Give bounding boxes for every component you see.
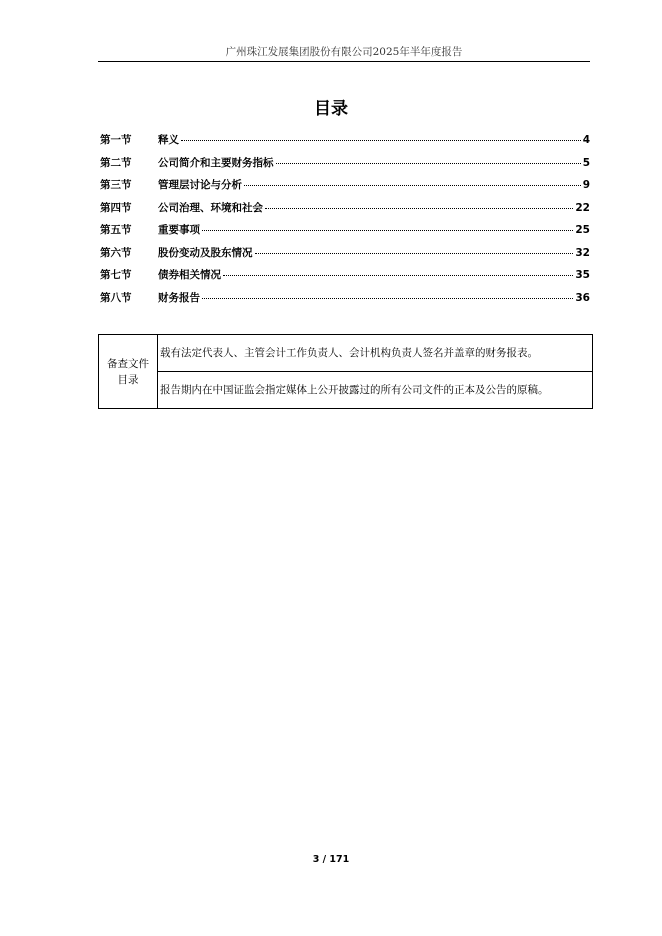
toc-section-name: 公司治理、环境和社会 (158, 201, 263, 214)
toc-entry[interactable] (100, 222, 590, 245)
toc-section-number: 第八节 (100, 291, 132, 304)
toc-leader-dots (276, 162, 581, 164)
toc-leader-dots (255, 252, 574, 254)
toc-page-number: 36 (575, 291, 590, 304)
toc-section-number: 第四节 (100, 201, 132, 214)
toc-section-name: 重要事项 (158, 224, 200, 236)
toc-section-number: 第六节 (100, 246, 132, 259)
toc-section-name: 公司简介和主要财务指标 (158, 156, 274, 169)
toc-entry[interactable] (100, 200, 590, 223)
toc-section-number: 第二节 (100, 156, 132, 169)
toc-entry[interactable] (100, 245, 590, 268)
toc-page-number: 25 (575, 224, 590, 236)
reference-documents-label-line2: 目录 (117, 373, 139, 386)
toc-leader-dots (202, 297, 573, 299)
toc-entry[interactable] (100, 155, 590, 178)
toc-page-number: 22 (575, 201, 590, 214)
toc-section-name: 释义 (158, 134, 179, 146)
toc-section-name: 股份变动及股东情况 (158, 246, 253, 259)
page-number: 3 / 171 (312, 854, 350, 865)
toc-section-number: 第七节 (100, 269, 132, 281)
toc-title: 目录 (314, 99, 348, 119)
reference-documents-label-line1: 备查文件 (107, 357, 149, 370)
table-of-contents (100, 132, 590, 312)
toc-leader-dots (181, 139, 581, 141)
reference-documents-label (99, 335, 158, 409)
page-header: 广州珠江发展集团股份有限公司2025年半年度报告 (98, 46, 590, 62)
toc-page-number: 32 (575, 246, 590, 259)
toc-section-number: 第五节 (100, 224, 132, 236)
reference-document-item: 报告期内在中国证监会指定媒体上公开披露过的所有公司文件的正本及公告的原稿。 (158, 372, 593, 409)
reference-document-item: 载有法定代表人、主管会计工作负责人、会计机构负责人签名并盖章的财务报表。 (158, 335, 593, 372)
toc-page-number: 9 (582, 179, 590, 191)
toc-entry[interactable] (100, 290, 590, 313)
toc-leader-dots (202, 229, 573, 231)
toc-entry[interactable] (100, 267, 590, 290)
toc-entry[interactable] (100, 177, 590, 200)
toc-section-number: 第一节 (100, 134, 132, 146)
toc-leader-dots (223, 274, 573, 276)
toc-entry[interactable] (100, 132, 590, 155)
toc-page-number: 35 (575, 269, 590, 281)
toc-page-number: 5 (582, 156, 590, 169)
toc-section-number: 第三节 (100, 179, 132, 191)
reference-documents-table (98, 334, 593, 409)
toc-leader-dots (265, 207, 573, 209)
toc-section-name: 财务报告 (158, 291, 200, 304)
toc-leader-dots (244, 184, 581, 186)
toc-section-name: 管理层讨论与分析 (158, 179, 242, 191)
toc-section-name: 债券相关情况 (158, 269, 221, 281)
toc-page-number: 4 (582, 134, 590, 146)
